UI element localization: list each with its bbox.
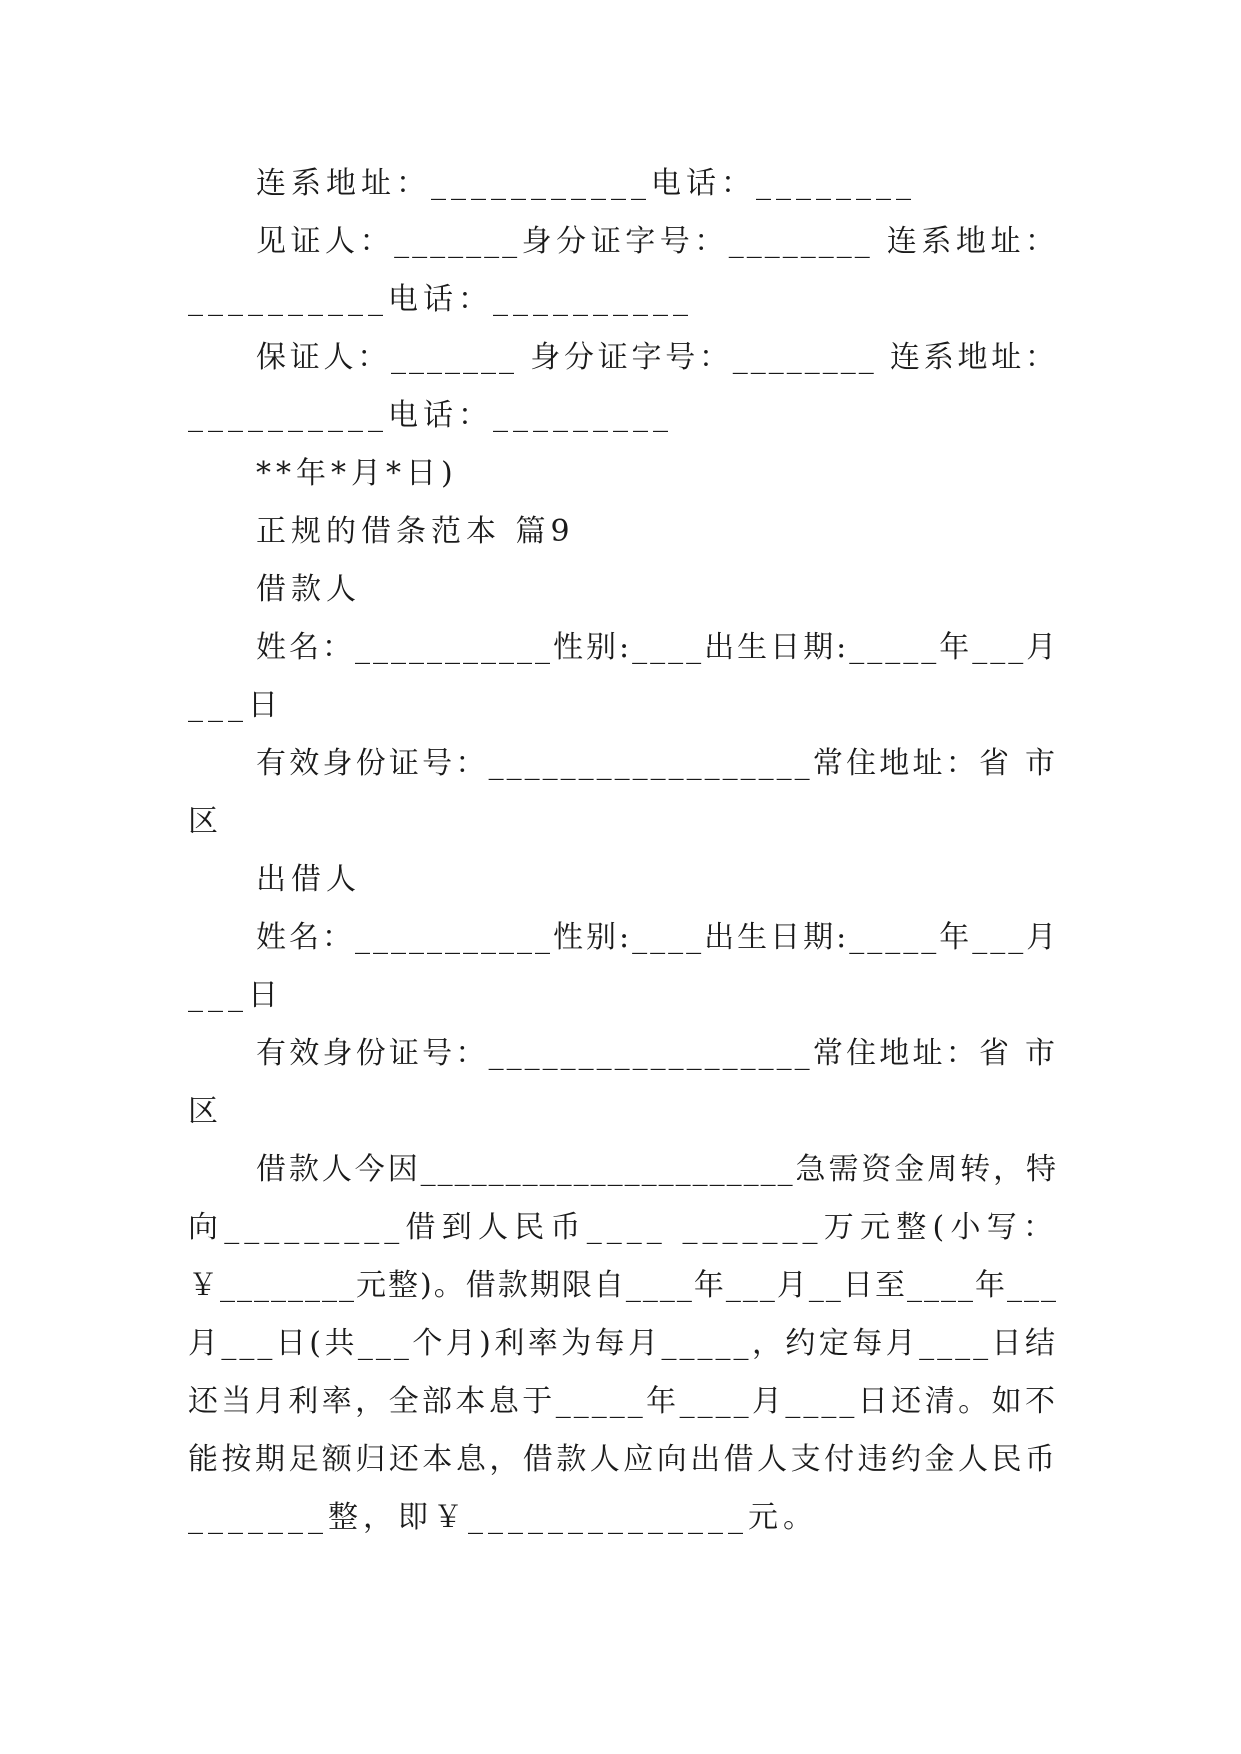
text-line-interest: 月___日(共___个月)利率为每月_____，约定每月____日结 [188, 1326, 1058, 1361]
text-line-loan-amount: 向_________借到人民币____ _______万元整(小写： [188, 1210, 1058, 1245]
text-line-witness-phone: __________电话：__________ [188, 282, 693, 317]
text-line-lender-id: 有效身份证号：__________________常住地址：省 市 [256, 1036, 1058, 1071]
text-line-borrower-day: ___日 [188, 688, 283, 723]
text-line-borrower-label: 借款人 [256, 572, 361, 607]
text-line-loan-period: ￥________元整)。借款期限自____年___月__日至____年___ [188, 1268, 1058, 1303]
text-line-borrower-name: 姓名：___________性别:____出生日期:_____年___月 [256, 630, 1060, 665]
text-line-guarantor-phone: __________电话：_________ [188, 398, 673, 433]
text-line-lender-day: ___日 [188, 978, 283, 1013]
text-line-penalty-amount: _______整，即￥______________元。 [188, 1500, 818, 1535]
text-line-borrower-district: 区 [188, 804, 223, 839]
text-line-contact-address: 连系地址：___________电话：________ [256, 166, 916, 201]
text-line-lender-label: 出借人 [256, 862, 361, 897]
text-line-date: **年*月*日) [256, 456, 458, 491]
text-line-loan-reason: 借款人今因______________________急需资金周转，特 [256, 1152, 1058, 1187]
text-line-guarantor: 保证人：_______ 身分证字号：________ 连系地址： [256, 340, 1058, 375]
text-line-penalty: 能按期足额归还本息，借款人应向出借人支付违约金人民币 [188, 1442, 1058, 1477]
text-line-witness: 见证人：_______身分证字号：________ 连系地址： [256, 224, 1058, 259]
section-heading: 正规的借条范本 篇9 [256, 514, 575, 549]
text-line-lender-district: 区 [188, 1094, 223, 1129]
text-line-lender-name: 姓名：___________性别:____出生日期:_____年___月 [256, 920, 1060, 955]
text-line-borrower-id: 有效身份证号：__________________常住地址：省 市 [256, 746, 1058, 781]
text-line-repayment: 还当月利率，全部本息于_____年____月____日还清。如不 [188, 1384, 1058, 1419]
